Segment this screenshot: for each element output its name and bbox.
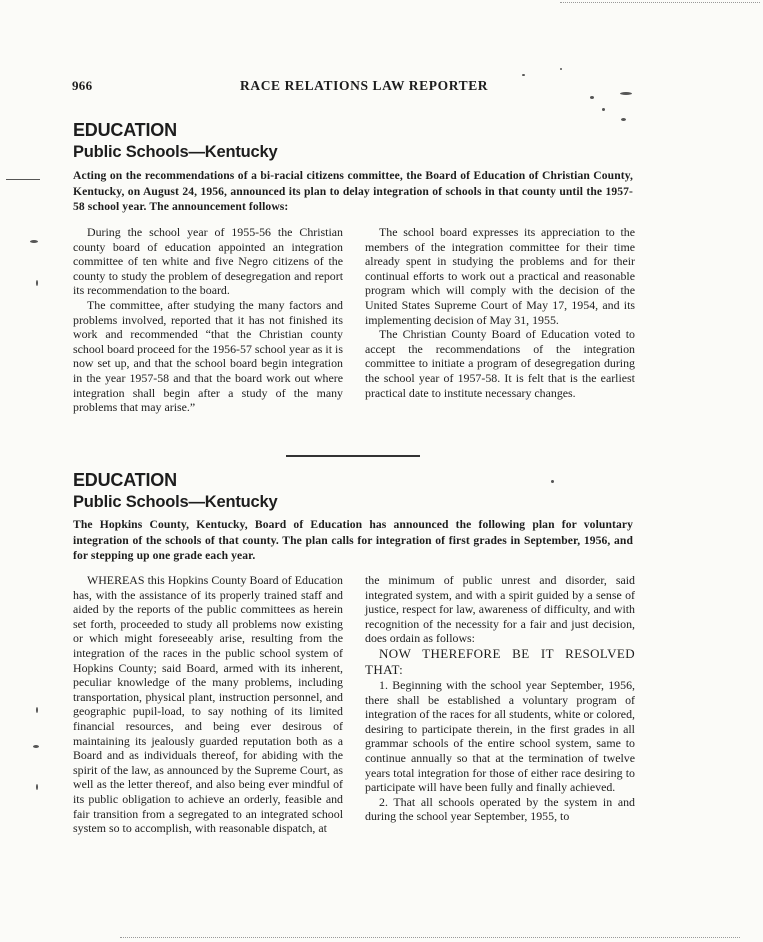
section-1-title: EDUCATION	[73, 120, 177, 140]
paragraph: During the school year of 1955-56 the Christian county board of education appointed an integration committee of ten white and five Negro citizens of the county to study the problem of desegregation and report its recommendation to the board.	[73, 225, 343, 298]
section-1-column-right	[365, 225, 635, 400]
section-1-column-left	[73, 225, 343, 415]
scan-speck	[36, 280, 38, 286]
scan-speck	[36, 784, 38, 790]
section-2-title: EDUCATION	[73, 470, 177, 490]
scan-speck	[551, 480, 554, 483]
paragraph: The school board expresses its appreciation to the members of the integration committee for their time already spent in studying the problems and for their continual efforts to work out a practical and reasonable program which will comply with the decision of the United States Supreme Court of May 17, 1954, and its implementing decision of May 31, 1955.	[365, 225, 635, 327]
scan-speck	[560, 68, 562, 70]
paragraph: The Christian County Board of Education voted to accept the recommendations of the integration committee to initiate a program of desegregation during the school year of 1957-58. It is felt that is the earliest practical date to institute necessary changes.	[365, 327, 635, 400]
section-2-column-right	[365, 573, 635, 824]
section-2-intro: The Hopkins County, Kentucky, Board of Education has announced the following plan for voluntary integration of the schools of that county. The plan calls for integration of first grades in September, 1956, and for stepping up one grade each year.	[73, 518, 633, 562]
scan-speck	[620, 92, 632, 95]
scan-speck	[522, 74, 525, 76]
scan-edge-bottom	[120, 937, 740, 939]
scan-speck	[33, 745, 39, 748]
scan-speck	[602, 108, 605, 111]
scan-edge-top	[560, 2, 760, 4]
page-number: 966	[72, 78, 93, 93]
resolution-heading: NOW THEREFORE BE IT RESOLVED THAT:	[365, 645, 635, 677]
scan-speck	[36, 707, 38, 713]
running-title: RACE RELATIONS LAW REPORTER	[240, 78, 489, 93]
scan-speck	[590, 96, 594, 99]
section-1-intro: Acting on the recommendations of a bi-racial citizens committee, the Board of Education of Christian County, Kentucky, on August 24, 1956, announced its plan to delay integration of schools in that county until the 1957-58 school year. The announcement follows:	[73, 169, 633, 213]
paragraph: The committee, after studying the many factors and problems involved, reported that it has not finished its work and recommended “that the Christian county school board proceed for the 1956-57 school year as it is now set up, and that the school board begin integration in the year 1957-58 and that the board work out where integration shall begin after a study of the many problems that may arise.”	[73, 297, 343, 415]
paragraph: 2. That all schools operated by the system in and during the school year September, 1955, to	[365, 794, 635, 824]
section-divider	[286, 455, 420, 457]
scan-speck	[621, 118, 626, 121]
paragraph: WHEREAS this Hopkins County Board of Education has, with the assistance of its properly trained staff and aided by the reports of the public committees as herein set forth, proceeded to study all problems now existing or which might foreseeably arise, resulting from the integration of the races in the public school system of Hopkins County; said Board, armed with its inherent, peculiar knowledge of the many problems, including transportation, physical plant, instruction personnel, and geographic pupil-load, to say nothing of its limited financial resources, and being ever desirous of maintaining its jealously guarded reputation both as a Board and as individuals thereof, for abiding with the spirit of the law, as announced by the Supreme Court, as well as the letter thereof, and also being ever mindful of its public obligation to achieve an orderly, feasible and fair transition from a segregated to an integrated school system so to accomplish, with reasonable dispatch, at	[73, 573, 343, 836]
paragraph: 1. Beginning with the school year September, 1956, there shall be established a voluntary program of integration of the races for all students, white or colored, desiring to participate therein, in the first grades in all grammar schools of the entire school system, same to continue annually so that at the termination of twelve years total integration for those of either race desiring to participate will have been fully and finally achieved.	[365, 677, 635, 795]
paragraph: the minimum of public unrest and disorder, said integrated system, and with a spirit guided by a sense of justice, respect for law, awareness of difficulty, and with recognition of the necessity for a fair and just decision, does ordain as follows:	[365, 573, 635, 646]
scan-speck	[30, 240, 38, 243]
section-2-subtitle: Public Schools—Kentucky	[73, 493, 278, 511]
scan-mark	[6, 179, 40, 180]
section-1-subtitle: Public Schools—Kentucky	[73, 143, 278, 161]
section-2-column-left	[73, 573, 343, 836]
